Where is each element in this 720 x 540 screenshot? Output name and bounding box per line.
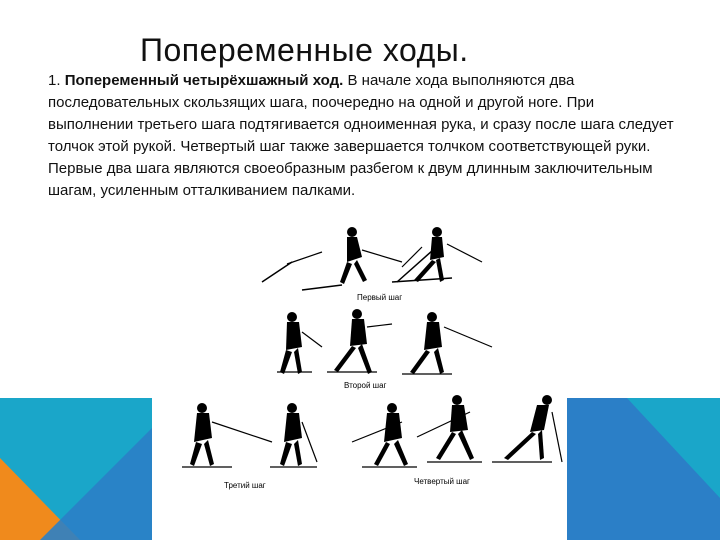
- caption-first-step: Первый шаг: [357, 293, 403, 302]
- caption-fourth-step: Четвертый шаг: [414, 477, 470, 486]
- paragraph-text: В начале хода выполняются два последовательных скользящих шага, поочередно на одной и другой ноге. При выполнении третьего шага подтягивается одноименная рука, и сразу после шага следует толчок этой рукой. Четвертый шаг также завершается толчком соответствующей руки. Первые два шага являются своеобразным разбегом к двум длинным заключительным шагам, усиленным отталкиванием палками.: [48, 72, 674, 199]
- paragraph-number: 1.: [48, 72, 61, 89]
- decorative-accent-right: [567, 398, 720, 540]
- decorative-accent-left: [0, 398, 152, 540]
- skiing-technique-illustration: [152, 222, 567, 492]
- body-paragraph: [48, 70, 678, 202]
- slide-title: Попеременные ходы.: [140, 32, 469, 68]
- caption-third-step: Третий шаг: [224, 481, 266, 490]
- caption-second-step: Второй шаг: [344, 381, 387, 390]
- skier-figures-icon: [152, 222, 567, 492]
- paragraph-term: Попеременный четырёхшажный ход.: [64, 72, 344, 89]
